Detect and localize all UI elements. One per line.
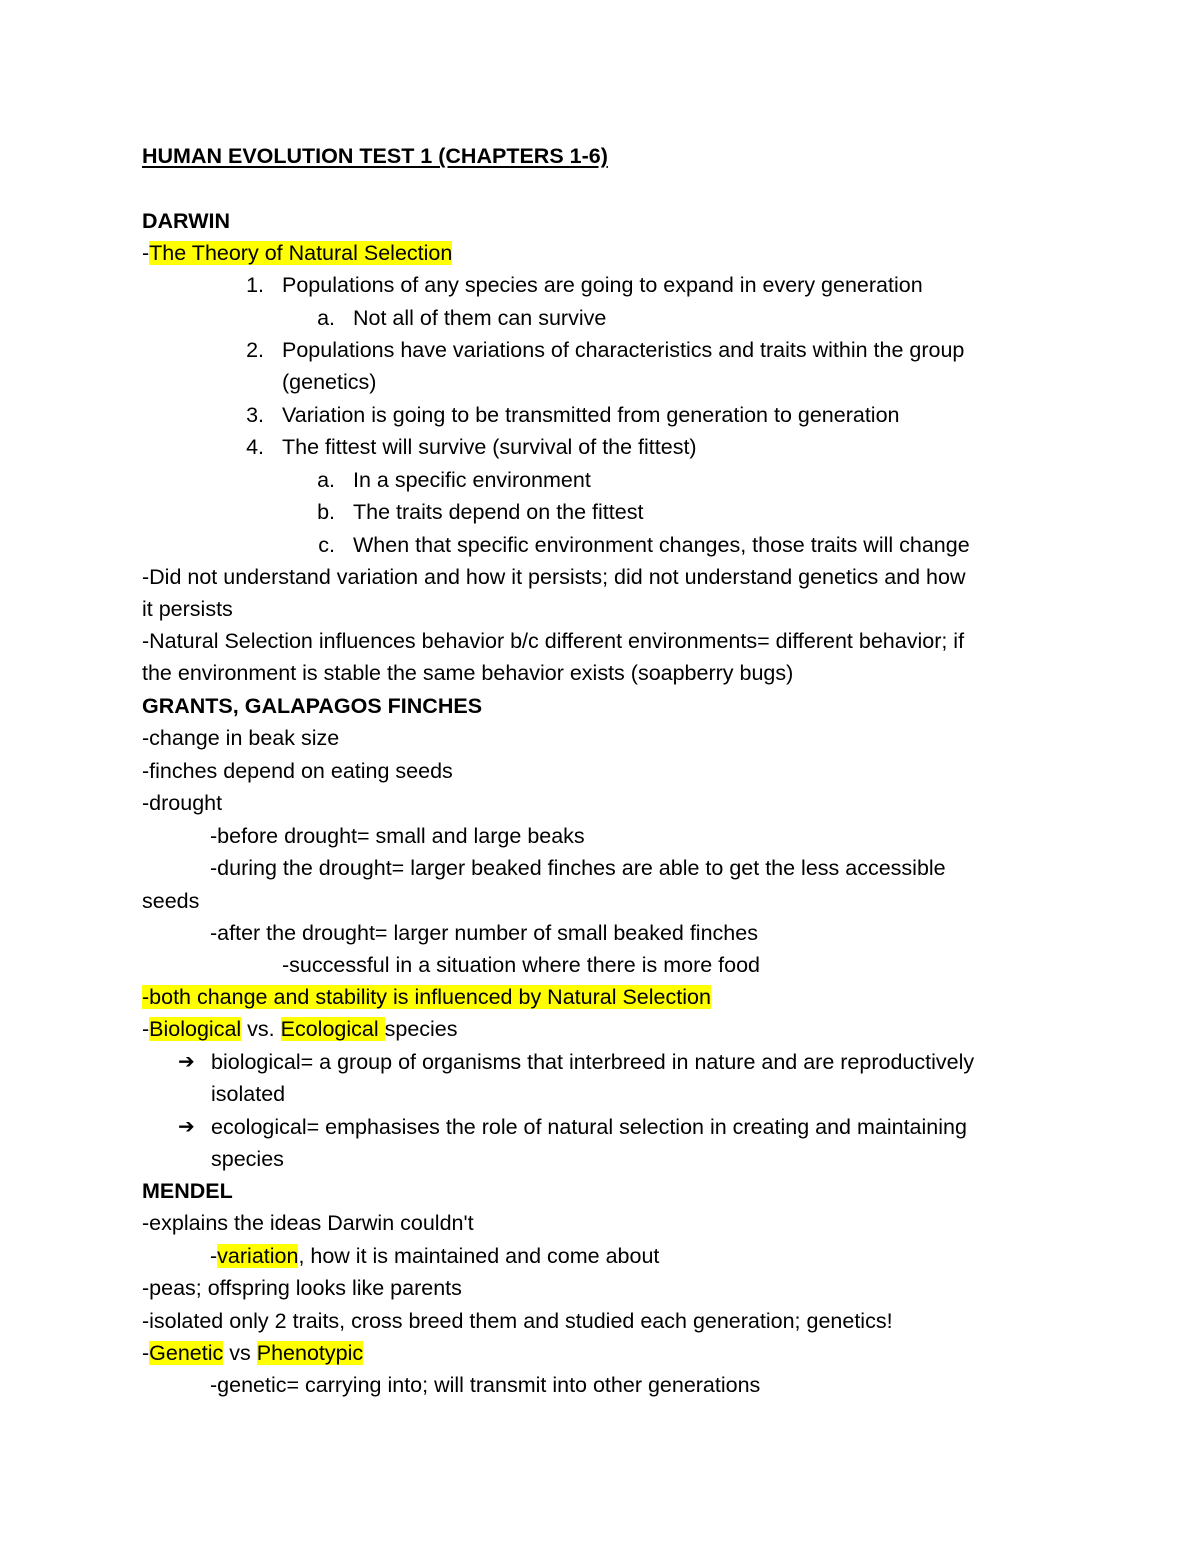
- species-line: [142, 1013, 458, 1045]
- heading-darwin: DARWIN: [142, 209, 230, 233]
- variation-line: [210, 1240, 659, 1272]
- list-number: 3.: [246, 403, 264, 427]
- ecological-highlight: Ecological: [280, 1017, 385, 1041]
- ecological-def: ecological= emphasises the role of natural selection in creating and maintaining: [211, 1115, 967, 1139]
- arrow-bullet-icon: ➔: [178, 1116, 195, 1138]
- list-item: Not all of them can survive: [353, 306, 607, 330]
- phenotypic-highlight: Phenotypic: [256, 1341, 364, 1365]
- darwin-note-1: -Did not understand variation and how it persists; did not understand genetics and how: [142, 565, 966, 589]
- grants-line: -change in beak size: [142, 726, 340, 750]
- vs-text: vs.: [241, 1017, 281, 1041]
- ecological-def-cont: species: [211, 1147, 284, 1171]
- variation-rest: , how it is maintained and come about: [298, 1244, 660, 1268]
- genetic-highlight: Genetic: [149, 1341, 224, 1365]
- theory-line: [142, 237, 452, 269]
- heading-mendel: MENDEL: [142, 1179, 233, 1203]
- document-title: HUMAN EVOLUTION TEST 1 (CHAPTERS 1-6): [142, 144, 608, 168]
- biological-def-cont: isolated: [211, 1082, 286, 1106]
- dash: -: [210, 1244, 218, 1268]
- darwin-note-2-cont: the environment is stable the same behavior exists (soapberry bugs): [142, 661, 794, 685]
- dash: -: [142, 1017, 150, 1041]
- list-letter: c.: [318, 533, 335, 557]
- biological-highlight: Biological: [149, 1017, 242, 1041]
- list-number: 2.: [246, 338, 264, 362]
- heading-grants: GRANTS, GALAPAGOS FINCHES: [142, 694, 483, 718]
- list-item: The traits depend on the fittest: [353, 500, 644, 524]
- list-item: Variation is going to be transmitted from generation to generation: [282, 403, 900, 427]
- list-number: 1.: [246, 273, 264, 297]
- species-text: species: [384, 1017, 458, 1041]
- drought-after: -after the drought= larger number of small beaked finches: [210, 921, 758, 945]
- list-item: The fittest will survive (survival of the fittest): [282, 435, 697, 459]
- list-letter: a.: [317, 468, 335, 492]
- biological-def: biological= a group of organisms that interbreed in nature and are reproductively: [211, 1050, 975, 1074]
- genetic-phenotypic-line: [142, 1337, 363, 1369]
- drought-during: -during the drought= larger beaked finches are able to get the less accessible: [210, 856, 946, 880]
- darwin-note-2: -Natural Selection influences behavior b/c different environments= different behavior; if: [142, 629, 965, 653]
- grants-line: -drought: [142, 791, 223, 815]
- stability-line: [142, 981, 711, 1013]
- dash: -: [142, 241, 150, 265]
- drought-before: -before drought= small and large beaks: [210, 824, 585, 848]
- list-letter: a.: [317, 306, 335, 330]
- dash: -: [142, 1341, 150, 1365]
- theory-label: The Theory of Natural Selection: [149, 241, 453, 265]
- vs-text: vs: [223, 1341, 257, 1365]
- list-number: 4.: [246, 435, 264, 459]
- drought-successful: -successful in a situation where there is more food: [282, 953, 761, 977]
- list-letter: b.: [317, 500, 335, 524]
- stability-highlight: -both change and stability is influenced by Natural Selection: [142, 985, 711, 1009]
- mendel-isolated: -isolated only 2 traits, cross breed them and studied each generation; genetics!: [142, 1309, 893, 1333]
- drought-during-cont: seeds: [142, 889, 200, 913]
- grants-line: -finches depend on eating seeds: [142, 759, 453, 783]
- list-item: Populations of any species are going to expand in every generation: [282, 273, 923, 297]
- list-item: When that specific environment changes, those traits will change: [353, 533, 970, 557]
- genetic-def: -genetic= carrying into; will transmit into other generations: [210, 1373, 761, 1397]
- mendel-peas: -peas; offspring looks like parents: [142, 1276, 462, 1300]
- darwin-note-1-cont: it persists: [142, 597, 233, 621]
- mendel-explains: -explains the ideas Darwin couldn't: [142, 1211, 474, 1235]
- variation-highlight: variation: [217, 1244, 299, 1268]
- list-item: Populations have variations of characteristics and traits within the group: [282, 338, 965, 362]
- list-item: In a specific environment: [353, 468, 591, 492]
- arrow-bullet-icon: ➔: [178, 1051, 195, 1073]
- list-item-continued: (genetics): [282, 370, 377, 394]
